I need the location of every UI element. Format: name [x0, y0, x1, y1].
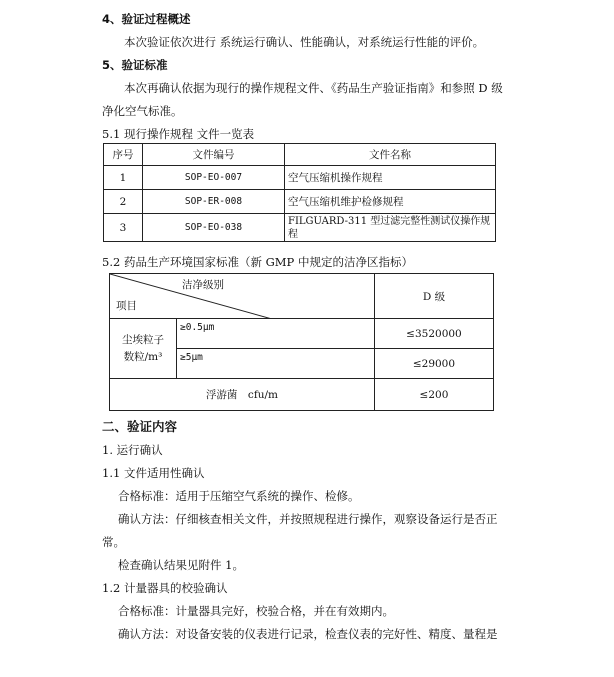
corner-cell — [110, 274, 375, 319]
table-5-1-title: 5.1 现行操作规程 文件一览表 — [102, 127, 255, 141]
item-1-1-standard: 合格标准：适用于压缩空气系统的操作、检修。 — [118, 489, 360, 503]
table-header-row — [104, 144, 496, 166]
item-1-2-method: 确认方法：对设备安装的仪表进行记录，检查仪表的完好性、精度、量程是 — [118, 627, 498, 641]
particle-size: ≥5μm — [177, 349, 375, 379]
sop-table — [103, 143, 496, 242]
table-row — [104, 166, 496, 190]
grade-header: D 级 — [374, 274, 493, 319]
particle-limit: ≤29000 — [374, 349, 493, 379]
corner-bottom-label: 项目 — [116, 300, 137, 312]
table-row — [104, 190, 496, 214]
section-4-heading: 4、验证过程概述 — [102, 12, 191, 26]
row-name-line2: 程 — [288, 228, 298, 240]
header-code: 文件编号 — [143, 144, 285, 166]
part-2-heading: 二、验证内容 — [102, 419, 178, 434]
corner-top-label: 洁净级别 — [182, 279, 224, 291]
cleanroom-standard-table — [109, 273, 494, 411]
header-name: 文件名称 — [285, 144, 496, 166]
particle-label — [110, 319, 177, 379]
particle-size: ≥0.5μm — [177, 319, 375, 349]
table-5-2-title: 5.2 药品生产环境国家标准（新 GMP 中规定的洁净区指标） — [102, 255, 413, 269]
header-no: 序号 — [104, 144, 143, 166]
row-no: 1 — [104, 166, 143, 190]
section-5-heading: 5、验证标准 — [102, 58, 168, 72]
item-1: 1. 运行确认 — [102, 443, 163, 457]
item-1-2: 1.2 计量器具的校验确认 — [102, 581, 228, 595]
row-code: SOP-ER-008 — [143, 190, 285, 214]
particle-label-line1: 尘埃粒子 — [122, 333, 164, 346]
section-4-text: 本次验证依次进行 系统运行确认、性能确认，对系统运行性能的评价。 — [124, 35, 485, 49]
row-name — [285, 214, 496, 242]
row-name-line1: FILGUARD-311 型过滤完整性测试仪操作规 — [288, 215, 491, 227]
table-row — [110, 319, 494, 349]
table-row — [104, 214, 496, 242]
particle-label-line2: 数粒/m³ — [123, 350, 163, 363]
particle-limit: ≤3520000 — [374, 319, 493, 349]
item-1-1-result: 检查确认结果见附件 1。 — [118, 558, 244, 572]
item-1-2-standard: 合格标准：计量器具完好，校验合格，并在有效期内。 — [118, 604, 394, 618]
microbe-limit: ≤200 — [374, 379, 493, 411]
row-code: SOP-EO-007 — [143, 166, 285, 190]
row-no: 3 — [104, 214, 143, 242]
item-1-1-method-line1: 确认方法：仔细核查相关文件，并按照规程进行操作，观察设备运行是否正 — [118, 512, 498, 526]
table-header-row — [110, 274, 494, 319]
item-1-1: 1.1 文件适用性确认 — [102, 466, 205, 480]
section-5-text-line2: 净化空气标准。 — [102, 104, 183, 118]
row-name: 空气压缩机维护检修规程 — [285, 190, 496, 214]
row-code: SOP-EO-038 — [143, 214, 285, 242]
microbe-label: 浮游菌 cfu/m — [110, 379, 375, 411]
section-5-text-line1: 本次再确认依据为现行的操作规程文件、《药品生产验证指南》和参照 D 级 — [124, 81, 503, 95]
row-no: 2 — [104, 190, 143, 214]
item-1-1-method-line2: 常。 — [102, 535, 125, 549]
row-name: 空气压缩机操作规程 — [285, 166, 496, 190]
table-row — [110, 379, 494, 411]
